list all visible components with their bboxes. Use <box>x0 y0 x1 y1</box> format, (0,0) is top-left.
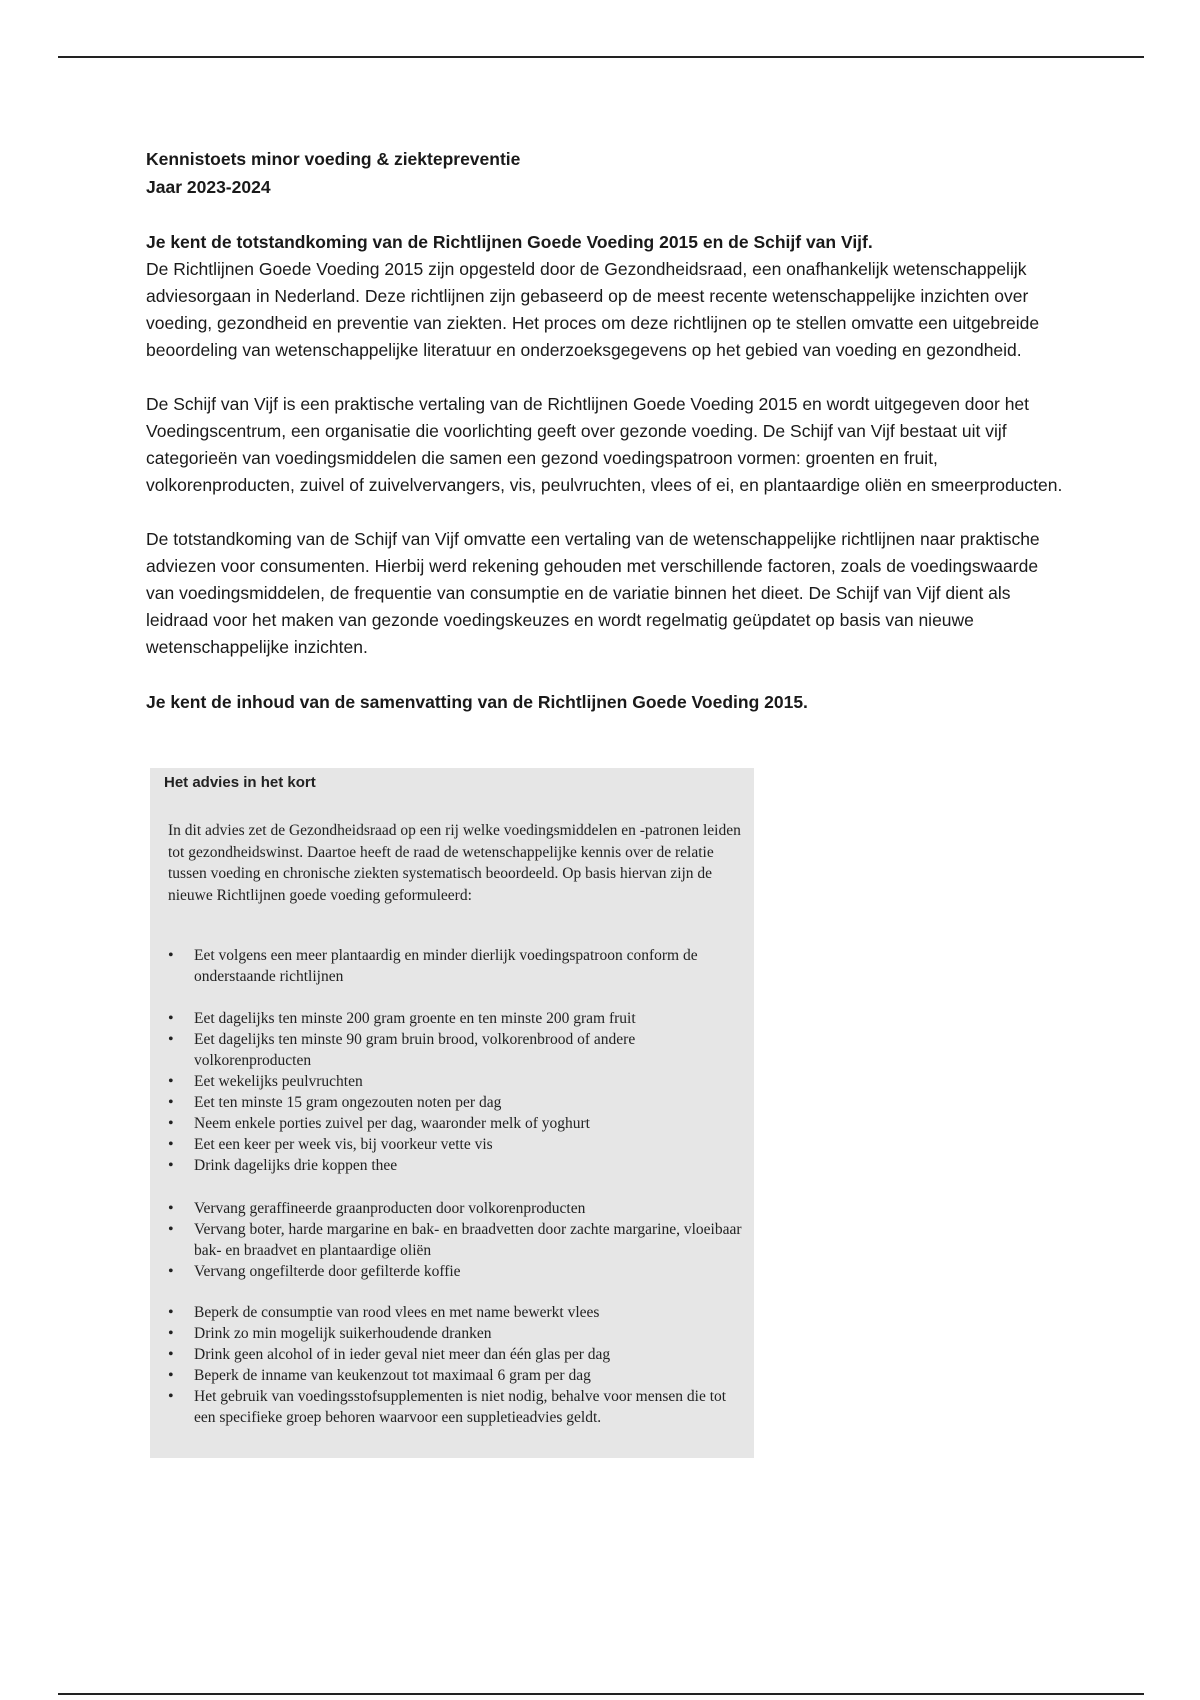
list-item: • Vervang boter, harde margarine en bak- en braadvetten door zachte margarine, vloeibaar bak- en braadvet en plantaardige oliën <box>166 1219 746 1261</box>
list-item: • Neem enkele porties zuivel per dag, waaronder melk of yoghurt <box>166 1113 746 1134</box>
list-item: • Eet een keer per week vis, bij voorkeur vette vis <box>166 1134 746 1155</box>
section-heading-samenvatting: Je kent de inhoud van de samenvatting van de Richtlijnen Goede Voeding 2015. <box>146 692 808 712</box>
document-title: Kennistoets minor voeding & ziektepreventie <box>146 149 521 169</box>
list-item: • Vervang ongefilterde door gefilterde koffie <box>166 1261 746 1282</box>
advice-summary-image <box>150 768 754 1458</box>
list-item: • Beperk de inname van keukenzout tot maximaal 6 gram per dag <box>166 1365 746 1386</box>
advice-list-replace <box>166 1198 746 1282</box>
paragraph-richtlijnen: De Richtlijnen Goede Voeding 2015 zijn opgesteld door de Gezondheidsraad, een onafhankelijk wetenschappelijk adviesorgaan in Nederland. Deze richtlijnen zijn gebaseerd op de meest recente wetenschappelijke inzichten over voeding, gezondheid en preventie van ziekten. Het proces om deze richtlijnen op te stellen omvatte een uitgebreide beoordeling van wetenschappelijke literatuur en onderzoeksgegevens op het gebied van voeding en gezondheid. <box>146 259 1040 360</box>
list-item: • Drink zo min mogelijk suikerhoudende dranken <box>166 1323 746 1344</box>
list-item: • Eet ten minste 15 gram ongezouten noten per dag <box>166 1092 746 1113</box>
list-item: • Het gebruik van voedingsstofsupplementen is niet nodig, behalve voor mensen die tot een specifieke groep behoren waarvoor een suppletieadvies geldt. <box>166 1386 746 1428</box>
list-item: • Eet dagelijks ten minste 200 gram groente en ten minste 200 gram fruit <box>166 1008 746 1029</box>
section-heading-totstandkoming: Je kent de totstandkoming van de Richtlijnen Goede Voeding 2015 en de Schijf van Vijf. <box>146 232 873 252</box>
header-rule <box>58 56 1144 58</box>
advice-intro: In dit advies zet de Gezondheidsraad op een rij welke voedingsmiddelen en -patronen leiden tot gezondheidswinst. Daartoe heeft de raad de wetenschappelijke kennis over de relatie tussen voeding en chronische ziekten systematisch beoordeeld. Op basis hiervan zijn de nieuwe Richtlijnen goede voeding geformuleerd: <box>168 822 741 904</box>
list-item: • Drink geen alcohol of in ieder geval niet meer dan één glas per dag <box>166 1344 746 1365</box>
advice-title: Het advies in het kort <box>164 774 316 791</box>
advice-list-eat <box>166 1008 746 1176</box>
list-item: • Eet wekelijks peulvruchten <box>166 1071 746 1092</box>
list-item: • Vervang geraffineerde graanproducten door volkorenproducten <box>166 1198 746 1219</box>
document-year: Jaar 2023-2024 <box>146 177 271 197</box>
list-item: • Beperk de consumptie van rood vlees en met name bewerkt vlees <box>166 1302 746 1323</box>
advice-list-general <box>166 945 746 987</box>
document-body <box>146 145 1066 716</box>
footer-rule <box>58 1693 1144 1695</box>
list-item: • Drink dagelijks drie koppen thee <box>166 1155 746 1176</box>
list-item: • Eet dagelijks ten minste 90 gram bruin brood, volkorenbrood of andere volkorenproducten <box>166 1029 746 1071</box>
paragraph-totstandkoming-schijf: De totstandkoming van de Schijf van Vijf omvatte een vertaling van de wetenschappelijke richtlijnen naar praktische adviezen voor consumenten. Hierbij werd rekening gehouden met verschillende factoren, zoals de voedingswaarde van voedingsmiddelen, de frequentie van consumptie en de variatie binnen het dieet. De Schijf van Vijf dient als leidraad voor het maken van gezonde voedingskeuzes en wordt regelmatig geüpdatet op basis van nieuwe wetenschappelijke inzichten. <box>146 529 1040 657</box>
advice-list-limit <box>166 1302 746 1428</box>
list-item: • Eet volgens een meer plantaardig en minder dierlijk voedingspatroon conform de onderstaande richtlijnen <box>166 945 746 987</box>
paragraph-schijf-van-vijf: De Schijf van Vijf is een praktische vertaling van de Richtlijnen Goede Voeding 2015 en wordt uitgegeven door het Voedingscentrum, een organisatie die voorlichting geeft over gezonde voeding. De Schijf van Vijf bestaat uit vijf categorieën van voedingsmiddelen die samen een gezond voedingspatroon vormen: groenten en fruit, volkorenproducten, zuivel of zuivelvervangers, vis, peulvruchten, vlees of ei, en plantaardige oliën en smeerproducten. <box>146 394 1063 495</box>
